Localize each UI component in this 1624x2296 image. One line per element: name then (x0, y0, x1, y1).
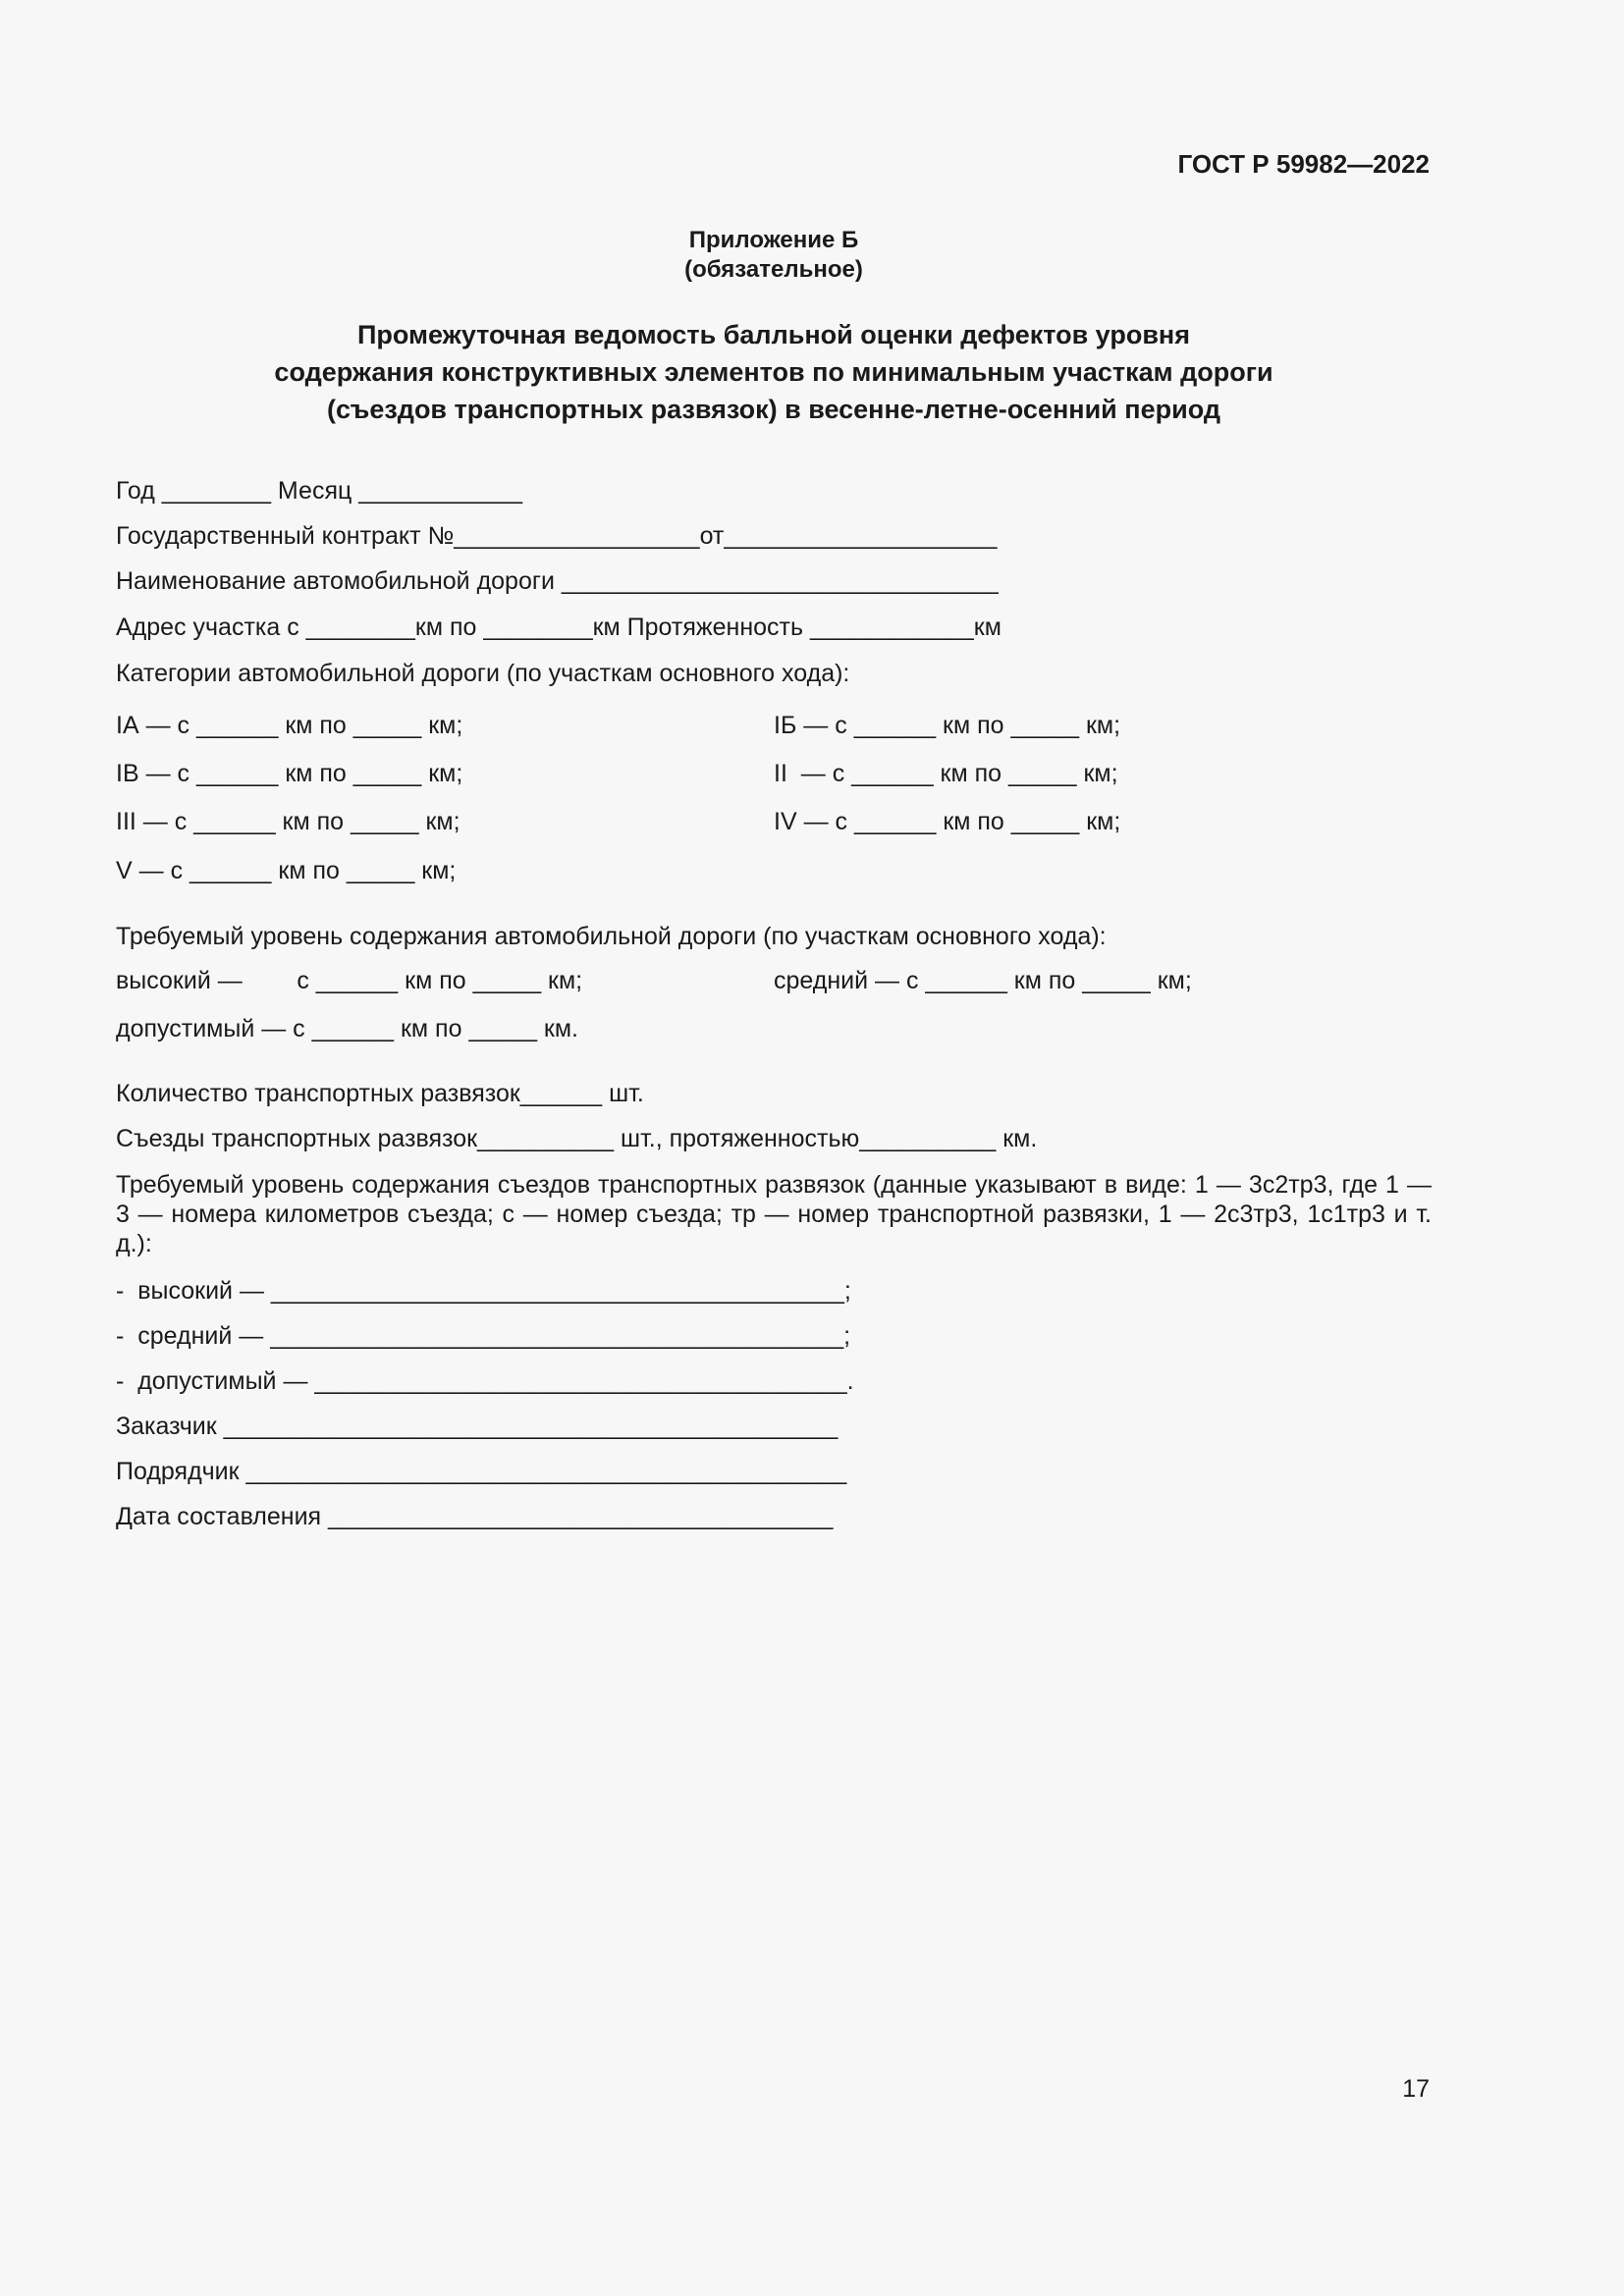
road-name-field[interactable]: Наименование автомобильной дороги ________________________________ (116, 567, 999, 595)
level-label: Требуемый уровень содержания автомобильной дороги (по участкам основного хода): (116, 923, 1107, 950)
exit-high-field[interactable]: - высокий — __________________________________________; (116, 1277, 851, 1305)
appendix-label: Приложение Б (688, 227, 859, 253)
title-line-2: содержания конструктивных элементов по минимальным участкам дороги (274, 357, 1273, 387)
category-ii-field[interactable]: II — с ______ км по _____ км; (774, 760, 1118, 787)
category-iv-field[interactable]: IВ — с ______ км по _____ км; (116, 760, 463, 787)
customer-field[interactable]: Заказчик _____________________________________________ (116, 1413, 839, 1440)
page-number: 17 (1402, 2075, 1430, 2103)
appendix-status: (обязательное) (684, 256, 863, 283)
document-title (0, 316, 1547, 428)
level-high-field[interactable]: высокий — с ______ км по _____ км; (116, 967, 583, 994)
category-ia-field[interactable]: IА — с ______ км по _____ км; (116, 712, 463, 739)
title-line-1: Промежуточная ведомость балльной оценки дефектов уровня (357, 320, 1190, 349)
exit-mid-field[interactable]: - средний — __________________________________________; (116, 1322, 851, 1350)
level-mid-field[interactable]: средний — с ______ км по _____ км; (774, 967, 1192, 994)
level-ok-field[interactable]: допустимый — с ______ км по _____ км. (116, 1015, 578, 1042)
date-field[interactable]: Дата составления _____________________________________ (116, 1503, 834, 1530)
exit-ok-field[interactable]: - допустимый — _______________________________________. (116, 1367, 854, 1395)
category-ib-field[interactable]: IБ — с ______ км по _____ км; (774, 712, 1121, 739)
year-month-field[interactable]: Год ________ Месяц ____________ (116, 477, 523, 505)
category-iii-field[interactable]: III — с ______ км по _____ км; (116, 808, 460, 835)
appendix-heading (0, 226, 1547, 285)
categories-label: Категории автомобильной дороги (по участкам основного хода): (116, 660, 850, 687)
category-iv4-field[interactable]: IV — с ______ км по _____ км; (774, 808, 1121, 835)
address-field[interactable]: Адрес участка с ________км по ________км Протяженность ____________км (116, 614, 1001, 641)
exits-field[interactable]: Съезды транспортных развязок__________ шт., протяженностью__________ км. (116, 1125, 1038, 1152)
contractor-field[interactable]: Подрядчик ____________________________________________ (116, 1458, 847, 1485)
interchanges-field[interactable]: Количество транспортных развязок______ шт. (116, 1080, 644, 1107)
contract-field[interactable]: Государственный контракт №__________________от____________________ (116, 522, 998, 550)
exits-level-paragraph: Требуемый уровень содержания съездов транспортных развязок (данные указывают в виде: 1 — 3с2тр3, где 1 — 3 — номера километров съезда; с — номер съезда; тр — номер транспортной развязки, 1 — 2с3тр3, 1с1тр3 и т. д.): (116, 1171, 1432, 1257)
title-line-3: (съездов транспортных развязок) в весенне-летне-осенний период (327, 395, 1220, 424)
category-v-field[interactable]: V — с ______ км по _____ км; (116, 857, 457, 884)
standard-header: ГОСТ Р 59982—2022 (1177, 149, 1430, 179)
